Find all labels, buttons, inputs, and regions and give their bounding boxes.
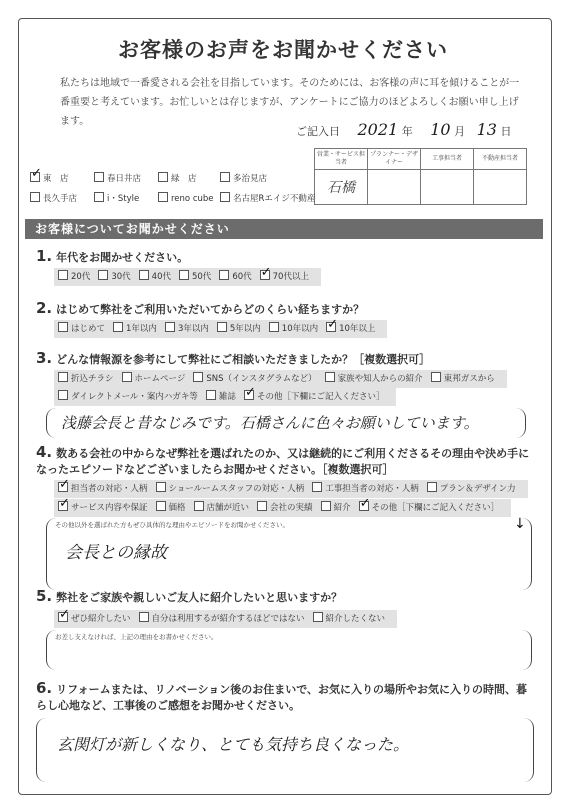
checkbox[interactable] [139, 270, 149, 280]
checkbox[interactable] [139, 612, 149, 622]
question-5: 5. 弊社をご家族や親しいご友人に紹介したいと思いますか？ [36, 587, 343, 605]
option-label: 40代 [151, 272, 171, 282]
option-item[interactable] [113, 320, 157, 338]
checkbox[interactable] [206, 390, 216, 400]
store-option[interactable]: 春日井店 [94, 172, 141, 184]
option-label: その他［下欄にご記入ください］ [256, 392, 385, 402]
option-label: 工事担当者の対応・人柄 [325, 484, 419, 494]
option-item[interactable] [359, 499, 500, 517]
checkbox[interactable] [122, 372, 132, 382]
option-label: 10年以上 [339, 324, 376, 334]
checkbox-checked[interactable] [244, 390, 254, 400]
option-label: プラン＆デザイン力 [439, 484, 516, 494]
staff-table [314, 148, 527, 205]
option-item[interactable] [431, 370, 495, 388]
option-item[interactable] [58, 610, 131, 628]
page-title: お客様のお声をお聞かせください [118, 38, 448, 62]
option-label: はじめて [71, 324, 106, 334]
q5-note: お差し支えなければ、上記の理由をお書かせください。 [55, 633, 218, 641]
checkbox-checked[interactable] [58, 482, 68, 492]
option-item[interactable] [244, 388, 385, 406]
checkbox[interactable] [58, 390, 68, 400]
q2-options [54, 320, 387, 338]
store-option[interactable]: 緑 店 [158, 172, 197, 184]
question-3: 3. どんな情報源を参考にして弊社にご相談いただきましたか？［複数選択可］ [36, 349, 431, 367]
option-item[interactable] [58, 480, 148, 498]
option-item[interactable] [427, 480, 516, 498]
store-option[interactable]: 名古屋Rエイジ不動産 [220, 192, 315, 204]
option-label: 価格 [168, 503, 186, 513]
section-banner: お客様についてお聞かせください [25, 219, 543, 239]
option-item[interactable] [179, 268, 211, 286]
checkbox[interactable] [113, 322, 123, 332]
checkbox[interactable] [156, 482, 166, 492]
option-label: 紹介したくない [325, 614, 386, 624]
option-label: 東邦ガスから [443, 374, 495, 384]
q1-options [54, 268, 321, 286]
option-item[interactable] [313, 610, 386, 628]
checkbox[interactable] [94, 172, 104, 182]
checkbox[interactable] [427, 482, 437, 492]
option-label: 50代 [191, 272, 212, 282]
option-item[interactable] [194, 499, 250, 517]
checkbox[interactable] [158, 172, 168, 182]
option-item[interactable] [139, 268, 171, 286]
option-item[interactable] [58, 320, 105, 338]
option-item[interactable] [156, 499, 186, 517]
checkbox-checked[interactable] [326, 322, 336, 332]
checkbox[interactable] [257, 501, 267, 511]
option-label: 店舗が近い [206, 503, 250, 513]
option-label: ダイレクトメール・案内ハガキ等 [71, 392, 198, 402]
option-label: SNS（インスタグラムなど） [206, 374, 317, 384]
q4-options-row1 [54, 480, 528, 498]
checkbox-checked[interactable] [260, 270, 270, 280]
checkbox[interactable] [220, 192, 230, 202]
date-day[interactable]: 13 [476, 120, 497, 139]
question-1: 1. 年代をお聞かせください。 [36, 247, 189, 265]
q3-options-row2 [54, 388, 396, 406]
option-label: 60代 [232, 272, 252, 282]
checkbox[interactable] [193, 372, 203, 382]
q4-note: その他以外を選ばれた方もぜひ具体的な理由やエピソードをお聞かせください。 [55, 521, 289, 529]
checkbox[interactable] [325, 372, 335, 382]
checkbox[interactable] [156, 501, 166, 511]
store-option[interactable]: ✓東 店 [30, 172, 69, 184]
option-item[interactable] [257, 499, 313, 517]
option-label: 20代 [71, 272, 91, 282]
option-label: その他［下欄にご記入ください］ [371, 503, 500, 513]
option-item[interactable] [325, 370, 423, 388]
option-item[interactable] [139, 610, 305, 628]
option-label: ショールームスタッフの対応・人柄 [168, 484, 305, 494]
option-item[interactable] [217, 320, 261, 338]
option-label: 5年以内 [229, 324, 261, 334]
checkbox[interactable] [217, 322, 227, 332]
option-label: 折込チラシ [71, 374, 114, 384]
checkbox[interactable] [219, 270, 229, 280]
option-label: 自分は利用するが紹介するほどではない [151, 614, 305, 624]
q6-answer[interactable]: 玄関灯が新しくなり、とても気持ち良くなった。 [57, 735, 410, 754]
checkbox[interactable] [165, 322, 175, 332]
checkbox-checked[interactable] [359, 501, 369, 511]
store-option[interactable]: 多治見店 [220, 172, 267, 184]
checkbox[interactable] [30, 192, 40, 202]
q5-answer-box[interactable] [46, 630, 532, 670]
store-option[interactable]: i・Style [94, 192, 139, 204]
checkbox[interactable] [98, 270, 108, 280]
option-item[interactable] [58, 370, 114, 388]
checkbox[interactable] [58, 372, 68, 382]
checkbox[interactable] [312, 482, 322, 492]
staff-realestate[interactable] [474, 170, 527, 205]
staff-planner[interactable] [368, 170, 421, 205]
store-option[interactable]: reno cube [158, 192, 214, 204]
checkbox-checked[interactable] [30, 172, 40, 182]
q4-options-row2 [54, 499, 511, 517]
date-day-unit: 日 [500, 125, 512, 138]
arrow-down-icon: ↓ [514, 516, 526, 532]
q4-answer-box[interactable] [46, 518, 532, 590]
option-item[interactable] [58, 268, 90, 286]
q6-answer-box[interactable] [36, 718, 534, 782]
staff-sales[interactable]: 石橋 [315, 170, 368, 205]
checkbox[interactable] [58, 322, 68, 332]
option-label: 70代以上 [272, 272, 309, 282]
option-label: 3年以内 [177, 324, 209, 334]
checkbox-checked[interactable] [58, 612, 68, 622]
checkbox[interactable] [158, 192, 168, 202]
question-4: 4. 数ある会社の中からなぜ弊社を選ばれたのか、又は継続的にご利用くださるその理由や決め手になったエピソードなどございましたらお聞かせください。［複数選択可］ [36, 443, 530, 476]
option-label: ホームページ [134, 374, 186, 384]
checkbox[interactable] [321, 501, 331, 511]
q3-answer-box[interactable] [46, 408, 526, 438]
option-label: 紹介 [333, 503, 351, 513]
option-label: 雑誌 [218, 392, 236, 402]
option-label: 30代 [111, 272, 131, 282]
option-item[interactable] [269, 320, 318, 338]
date-month[interactable]: 10 [430, 120, 451, 139]
checkbox[interactable] [431, 372, 441, 382]
option-item[interactable] [58, 499, 148, 517]
staff-header: プランナー・デザイナー [368, 149, 421, 170]
date-year[interactable]: 2021 [357, 120, 399, 139]
option-item[interactable] [260, 268, 309, 286]
checkbox[interactable] [58, 270, 68, 280]
option-item[interactable] [156, 480, 305, 498]
option-item[interactable] [206, 388, 236, 406]
date-month-unit: 月 [454, 125, 466, 138]
checkbox-checked[interactable] [58, 501, 68, 511]
option-item[interactable] [321, 499, 351, 517]
option-label: ぜひ紹介したい [71, 614, 131, 624]
q5-options [54, 610, 397, 628]
store-option[interactable]: 長久手店 [30, 192, 77, 204]
q3-answer[interactable]: 浅藤会長と昔なじみです。石橋さんに色々お願いしています。 [61, 414, 479, 432]
staff-construction[interactable] [421, 170, 474, 205]
checkbox[interactable] [194, 501, 204, 511]
staff-header: 工事担当者 [421, 149, 474, 170]
option-item[interactable] [165, 320, 209, 338]
option-label: 会社の実績 [270, 503, 313, 513]
q4-answer[interactable]: 会長との縁故 [65, 543, 167, 563]
checkbox[interactable] [94, 192, 104, 202]
date-label: ご記入日 [296, 125, 340, 138]
checkbox[interactable] [179, 270, 189, 280]
date-year-unit: 年 [401, 125, 413, 138]
option-label: 担当者の対応・人柄 [71, 484, 148, 494]
question-6: 6. リフォームまたは、リノベーション後のお住まいで、お気に入りの場所やお気に入りの時間、暮らし心地など、工事後のご感想をお聞かせください。 [36, 679, 528, 712]
staff-header: 営業・サービス担当者 [315, 149, 368, 170]
checkbox[interactable] [220, 172, 230, 182]
option-item[interactable] [219, 268, 251, 286]
option-item[interactable] [98, 268, 130, 286]
option-label: 家族や知人からの紹介 [337, 374, 423, 384]
option-item[interactable] [122, 370, 186, 388]
question-2: 2. はじめて弊社をご利用いただいてからどのくらい経ちますか？ [36, 299, 365, 317]
entry-date [296, 120, 511, 139]
option-label: サービス内容や保証 [71, 503, 148, 513]
intro-text: 私たちは地域で一番愛される会社を目指しています。そのためには、お客様の声に耳を傾けることが一番重要と考えています。お忙しいとは存じますが、アンケートにご協力のほどよろしくお願い申し上げます。 [60, 78, 520, 127]
checkbox[interactable] [269, 322, 279, 332]
option-label: 10年以内 [281, 324, 319, 334]
option-label: 1年以内 [126, 324, 157, 334]
staff-header: 不動産担当者 [474, 149, 527, 170]
checkbox[interactable] [313, 612, 323, 622]
option-item[interactable] [326, 320, 375, 338]
q3-options-row1 [54, 370, 507, 388]
option-item[interactable] [58, 388, 198, 406]
